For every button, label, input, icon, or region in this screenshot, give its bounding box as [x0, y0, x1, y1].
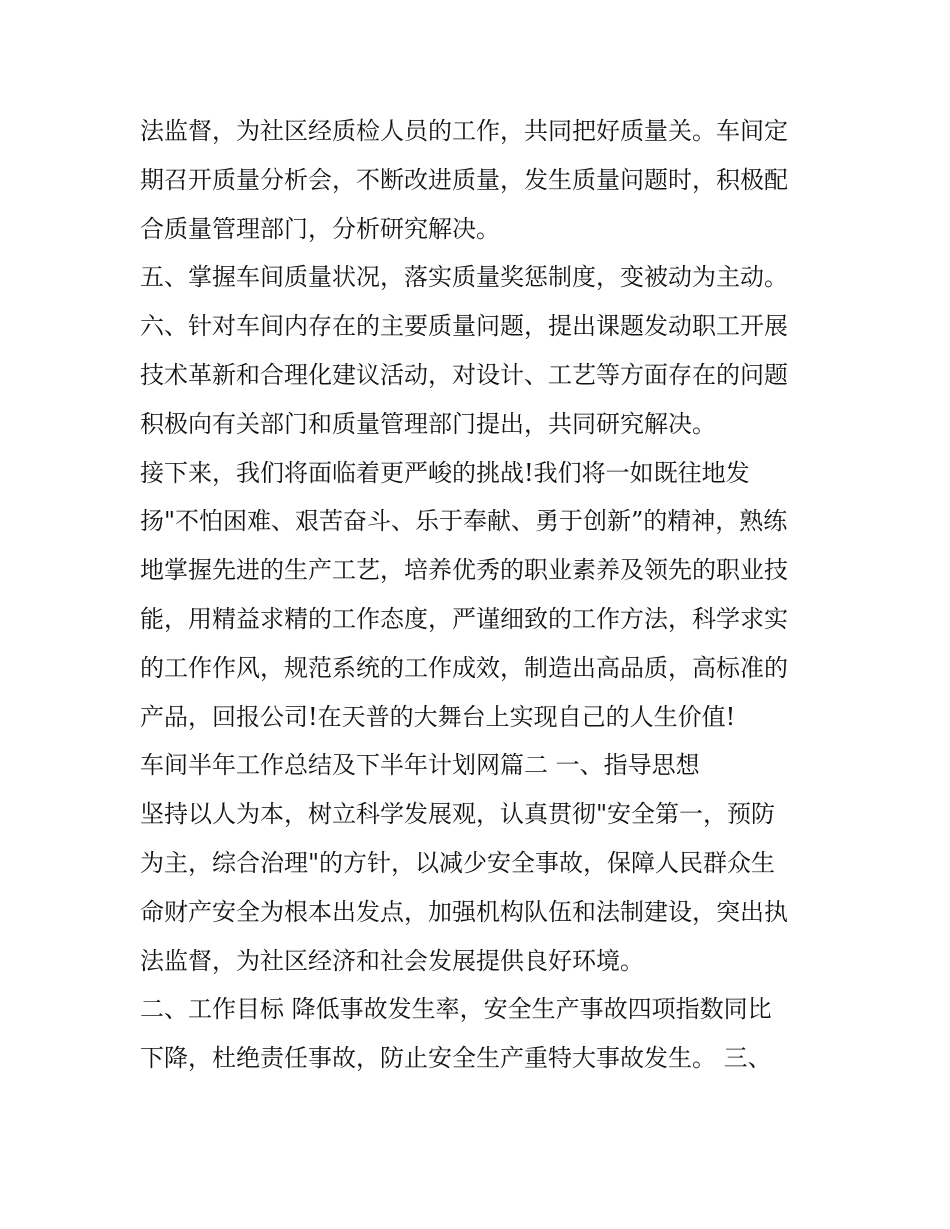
- text-line: 接下来，我们将面临着更严峻的挑战!我们将一如既往地发: [140, 458, 750, 487]
- text-line: 坚持以人为本，树立科学发展观，认真贯彻"安全第一，预防: [140, 800, 776, 829]
- text-line: 地掌握先进的生产工艺，培养优秀的职业素养及领先的职业技: [140, 556, 788, 585]
- text-line: 为主，综合治理"的方针，以减少安全事故，保障人民群众生: [140, 848, 776, 877]
- text-line: 能，用精益求精的工作态度，严谨细致的工作方法，科学求实: [140, 604, 788, 633]
- text-line: 命财产安全为根本出发点，加强机构队伍和法制建设，突出执: [140, 897, 788, 926]
- text-line: 产品，回报公司!在天普的大舞台上实现自己的人生价值!: [140, 702, 736, 731]
- text-line: 五、掌握车间质量状况，落实质量奖惩制度，变被动为主动。: [140, 263, 788, 292]
- text-line: 下降，杜绝责任事故，防止安全生产重特大事故发生。 三、: [140, 1044, 772, 1073]
- text-line: 扬"不怕困难、艰苦奋斗、乐于奉献、勇于创新”的精神，熟练: [140, 507, 788, 536]
- document-body: [140, 107, 820, 1083]
- text-line: 合质量管理部门，分析研究解决。: [140, 214, 500, 243]
- text-line: 期召开质量分析会，不断改进质量，发生质量问题时，积极配: [140, 165, 788, 194]
- section-heading: 车间半年工作总结及下半年计划网篇二 一、指导思想: [140, 751, 700, 780]
- text-line: 技术革新和合理化建议活动，对设计、工艺等方面存在的问题: [140, 360, 788, 389]
- text-line: 二、工作目标 降低事故发生率，安全生产事故四项指数同比: [140, 995, 772, 1024]
- text-line: 法监督，为社区经济和社会发展提供良好环境。: [140, 946, 644, 975]
- text-line: 六、针对车间内存在的主要质量问题，提出课题发动职工开展: [140, 312, 788, 341]
- text-line: 法监督，为社区经质检人员的工作，共同把好质量关。车间定: [140, 117, 788, 145]
- text-line: 积极向有关部门和质量管理部门提出，共同研究解决。: [140, 409, 716, 438]
- text-line: 的工作作风，规范系统的工作成效，制造出高品质，高标准的: [140, 653, 788, 682]
